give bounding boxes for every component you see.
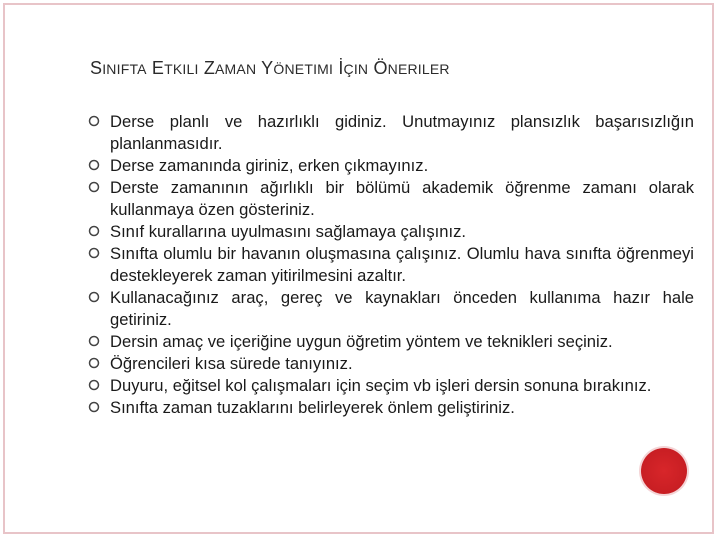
hollow-circle-icon [88, 181, 100, 193]
title-word: YÖNETIMI [261, 58, 334, 78]
title-word: ÖNERILER [373, 58, 450, 78]
list-item: Dersin amaç ve içeriğine uygun öğretim yöntem ve teknikleri seçiniz. [88, 331, 694, 353]
hollow-circle-icon [88, 379, 100, 391]
list-item: Sınıfta olumlu bir havanın oluşmasına çalışınız. Olumlu hava sınıfta öğrenmeyi destekleyerek zaman yitirilmesini azaltır. [88, 243, 694, 287]
hollow-circle-icon [88, 247, 100, 259]
hollow-circle-icon [88, 401, 100, 413]
hollow-circle-icon [88, 115, 100, 127]
red-circle-decoration [641, 448, 687, 494]
hollow-circle-icon [88, 357, 100, 369]
list-item: Derste zamanının ağırlıklı bir bölümü akademik öğrenme zamanı olarak kullanmaya özen gösteriniz. [88, 177, 694, 221]
title-word: SINIFTA [90, 58, 147, 78]
list-item: Derse zamanında giriniz, erken çıkmayınız. [88, 155, 694, 177]
list-item: Öğrencileri kısa sürede tanıyınız. [88, 353, 694, 375]
hollow-circle-icon [88, 225, 100, 237]
list-item: Duyuru, eğitsel kol çalışmaları için seçim vb işleri dersin sonuna bırakınız. [88, 375, 694, 397]
bullet-list [88, 111, 694, 419]
hollow-circle-icon [88, 291, 100, 303]
title-word: İÇIN [338, 58, 369, 78]
list-item: Sınıfta zaman tuzaklarını belirleyerek önlem geliştiriniz. [88, 397, 694, 419]
title-word: ETKILI [151, 58, 199, 78]
list-item: Derse planlı ve hazırlıklı gidiniz. Unutmayınız plansızlık başarısızlığın planlanmasıdır. [88, 111, 694, 155]
hollow-circle-icon [88, 159, 100, 171]
slide-title [90, 58, 650, 79]
hollow-circle-icon [88, 335, 100, 347]
title-word: ZAMAN [203, 58, 257, 78]
list-item: Sınıf kurallarına uyulmasını sağlamaya çalışınız. [88, 221, 694, 243]
list-item: Kullanacağınız araç, gereç ve kaynakları önceden kullanıma hazır hale getiriniz. [88, 287, 694, 331]
